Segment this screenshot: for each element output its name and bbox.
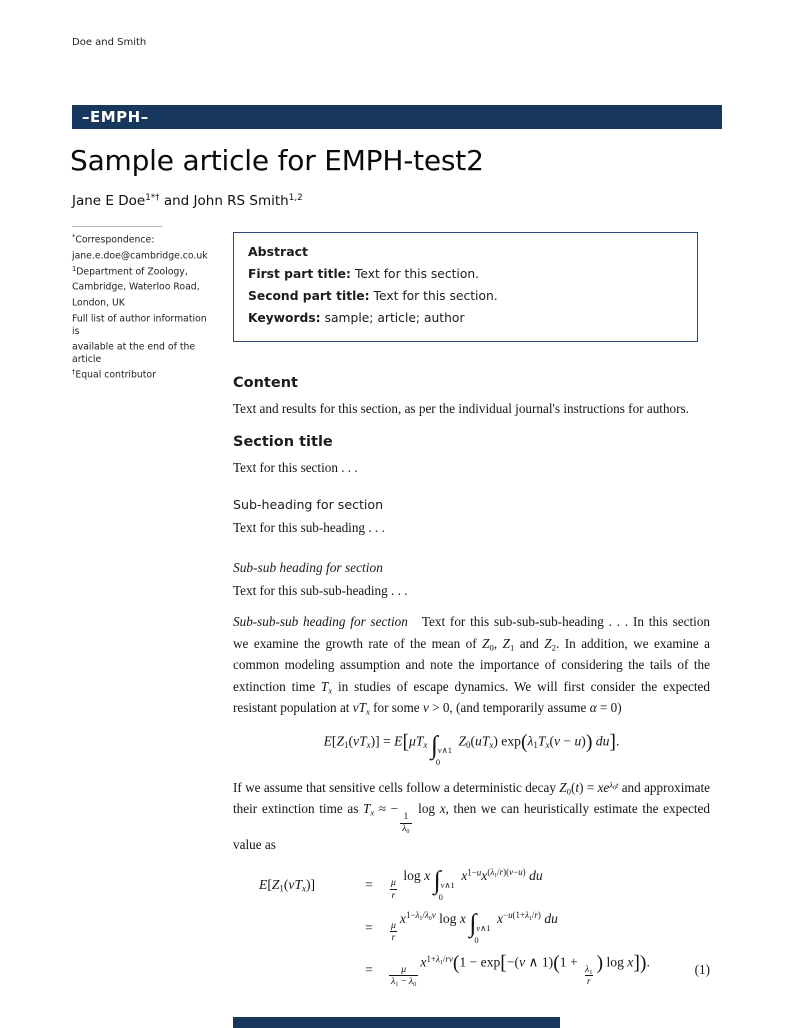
- paragraph-subsubheading: Text for this sub-sub-heading . . .: [233, 582, 408, 598]
- paragraph-runin-text: Text for this sub-sub-sub-heading . . . In this section we examine the growth rate of the mean of $Z_0$, $Z_1$ and $Z_2$. In addition, we examine a common modeling assumption and note the importance of considering the tails of the extinction time $T_x$ in studies of escape dynamics. We will first consider the expected resistant population at $vT_x$ for some v > 0, (and temporarily assume α = 0): [233, 614, 711, 717]
- sidebar-rule: [72, 226, 162, 227]
- affiliation-line: $^1$Department of Zoology,: [72, 264, 188, 277]
- author-1: Jane E Doe: [72, 193, 146, 209]
- abstract-box: [233, 232, 698, 342]
- abstract-row-text: sample; article; author: [324, 311, 465, 325]
- abstract-row-label: Keywords:: [248, 311, 321, 325]
- display-equation: $E[Z_1(vT_x)] = E[\mu T_x$ ∫ 0 v∧1 $Z_0(uT_x) \exp(\lambda_1T_x(v - u))$ du].: [323, 730, 620, 767]
- abstract-row: [248, 285, 683, 307]
- author-1-affiliation-marks: 1*†: [145, 193, 160, 204]
- equation-number: (1): [694, 962, 710, 978]
- abstract-row: [248, 307, 683, 329]
- paragraph-subheading: Text for this sub-heading . . .: [233, 520, 385, 535]
- equation-row: = $\frac{\mu}{r}$ $x^{1-\lambda_1/\lambda_0v}$ log x ∫ 0 v∧1 $x^{-u(1+\lambda_1/r)}$ du: [365, 908, 558, 945]
- section-heading-title: Section title: [233, 433, 333, 450]
- correspondence-email: jane.e.doe@cambridge.co.uk: [72, 250, 208, 262]
- subheading: Sub-heading for section: [233, 497, 384, 512]
- section-heading-content: Content: [233, 375, 298, 391]
- paragraph-content: Text and results for this section, as per the individual journal's instructions for authors.: [233, 401, 689, 416]
- abstract-row-text: Text for this section.: [354, 267, 480, 281]
- subsubheading: Sub-sub heading for section: [233, 559, 383, 575]
- abstract-row-label: Second part title:: [248, 289, 370, 303]
- author-info-note: Full list of author information is: [72, 313, 207, 337]
- author-line: [72, 193, 303, 209]
- paragraph-section: Text for this section . . .: [233, 459, 358, 475]
- equal-contributor-note: †Equal contributor: [72, 368, 156, 381]
- author-info-note: available at the end of the article: [72, 341, 196, 365]
- footer-bar: [233, 1017, 560, 1028]
- paragraph-decay: If we assume that sensitive cells follow a deterministic decay $Z_0(t) = xe^{\lambda_0t}$ and approximate their extinction time as $T_x$ ≈ − $\frac{1}{\lambda_0}$ log x, then we can heuristically estimate the expected value as: [233, 779, 711, 853]
- running-head: Doe and Smith: [72, 37, 147, 48]
- correspondence-line: *Correspondence:: [72, 233, 155, 246]
- runin-heading: Sub-sub-sub heading for section: [233, 614, 408, 629]
- author-connector: and: [159, 193, 194, 209]
- journal-banner-label: –EMPH–: [82, 108, 149, 126]
- journal-banner: [72, 105, 722, 129]
- correspondence-note: [72, 226, 214, 382]
- abstract-heading: Abstract: [248, 244, 309, 259]
- author-2: John RS Smith: [193, 193, 289, 209]
- abstract-row-label: First part title:: [248, 267, 351, 281]
- aligned-equation: [233, 865, 710, 988]
- article-title: Sample article for EMPH-test2: [70, 144, 484, 177]
- main-column: [233, 232, 710, 996]
- affiliation-line: London, UK: [72, 297, 125, 309]
- equation-row: $E[Z_1(vT_x)]$ = $\frac{\mu}{r}$ log x ∫ 0 v∧1 $x^{1-u}x^{(\lambda_1/r)(v-u)}$ du: [259, 865, 543, 902]
- equation-row: = $\frac{\mu}{\lambda_1 - \lambda_0}$ $x^{1+\lambda_1/rv}(1 - \exp[-(v$ ∧ 1)(1 + $\frac{\lambda_1}{r}$ ) log x]). (1): [365, 951, 710, 988]
- abstract-row-text: Text for this section.: [373, 289, 498, 303]
- affiliation-line: Cambridge, Waterloo Road,: [72, 281, 200, 293]
- author-2-affiliation-marks: 1,2: [288, 193, 303, 204]
- abstract-row: [248, 263, 683, 285]
- paragraph-runin: [233, 611, 710, 719]
